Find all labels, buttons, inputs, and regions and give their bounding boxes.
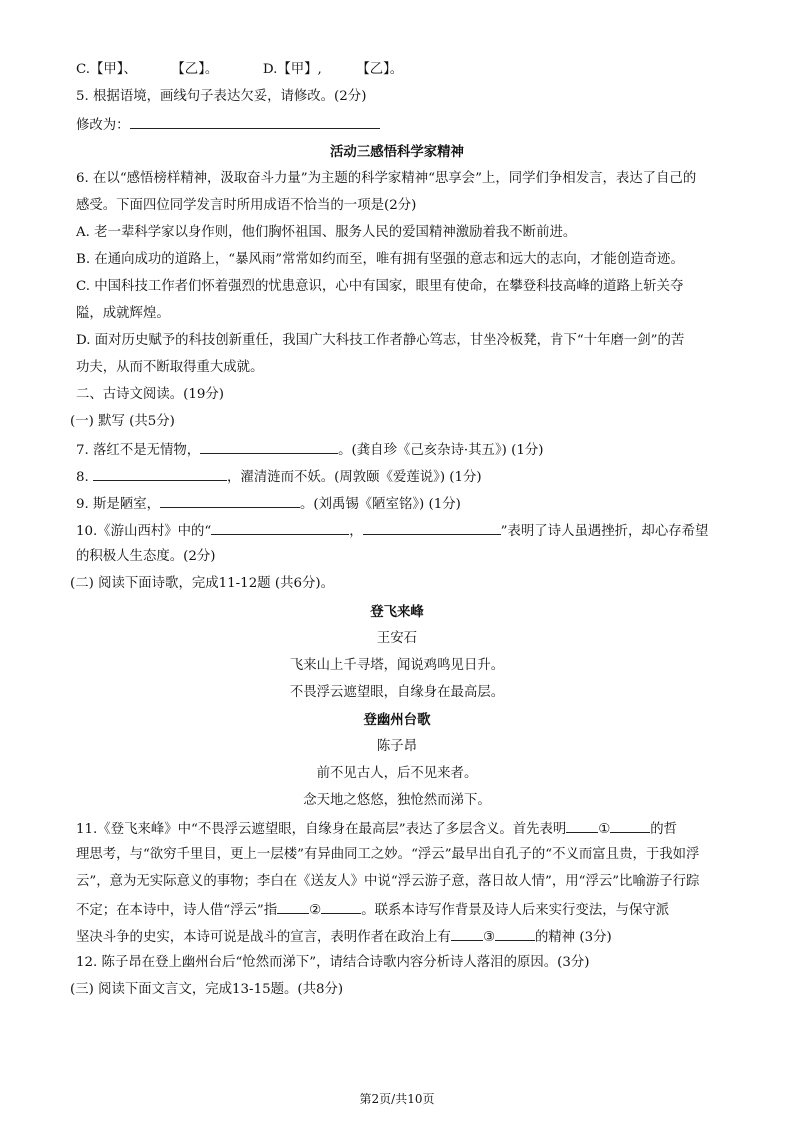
q10-prefix: 10.《游山西村》中的“	[76, 524, 212, 539]
q5-answer-line	[76, 114, 718, 136]
q11-blank-3a[interactable]	[451, 926, 483, 941]
q11-text-5-end: 的精神 (3分)	[534, 930, 612, 945]
section2-heading: 二、古诗文阅读。(19分)	[76, 387, 225, 402]
q5-answer-blank[interactable]	[130, 114, 380, 129]
subsection1-heading: (一) 默写 (共5分)	[70, 414, 175, 429]
poem2-line2: 念天地之悠悠，独怆然而涕下。	[303, 793, 491, 808]
q11-text-1: 11.《登飞来峰》中“不畏浮云遮望眼，自缘身在最高层”表达了多层含义。首先表明	[76, 822, 567, 837]
q11-blank-2a[interactable]	[277, 899, 309, 914]
q10-blank-2[interactable]	[363, 520, 501, 535]
q9-prefix: 9. 斯是陋室，	[76, 497, 160, 512]
subsection2-heading: (二) 阅读下面诗歌，完成11-12题 (共6分)。	[70, 576, 334, 591]
option-c-text: 【乙】。	[171, 62, 219, 77]
q6-prompt-line1: 6. 在以“感悟榜样精神，汲取奋斗力量”为主题的科学家精神“思享会”上，同学们争相发言，表达了自己的	[76, 171, 697, 186]
q8-prefix: 8.	[76, 470, 94, 485]
section-heading-activity3: 活动三感悟科学家精神	[330, 144, 464, 160]
poem1-line2: 不畏浮云遮望眼，自缘身在最高层。	[289, 685, 505, 700]
q7-line	[76, 439, 718, 461]
q11-text-1-end: 的哲	[650, 822, 678, 837]
q10-line1	[76, 520, 718, 542]
q6-option-d-line1: D. 面对历史赋予的科技创新重任，我国广大科技工作者静心笃志，甘坐冷板凳，肯下“十年磨一剑”的苦	[76, 333, 685, 348]
poem1-title: 登飞来峰	[370, 604, 424, 620]
q11-marker-2: ②	[309, 903, 322, 918]
q11-line3: 云”，意为无实际意义的事物；李白在《送友人》中说“浮云游子意，落日故人情”，用“浮云”比喻游子行踪	[76, 874, 700, 889]
poem1-line1: 飞来山上千寻塔，闻说鸡鸣见日升。	[289, 658, 505, 673]
q11-text-4-end: 。联系本诗写作背景及诗人后来实行变法，与保守派	[361, 903, 670, 918]
poem2-line1: 前不见古人，后不见来者。	[316, 766, 478, 781]
q6-option-c-line1: C. 中国科技工作者们怀着强烈的忧患意识，心中有国家，眼里有使命，在攀登科技高峰的道路上斩关夺	[76, 279, 684, 294]
q11-text-4: 不定；在本诗中，诗人借“浮云”指	[76, 903, 278, 918]
option-d-text: 【乙】。	[356, 62, 404, 77]
q11-line4	[76, 899, 718, 921]
option-c-label: C.【甲】、	[76, 62, 137, 77]
q11-line1	[76, 818, 718, 840]
poem2-author: 陈子昂	[376, 739, 418, 754]
q10-suffix: ”表明了诗人虽遇挫折，却心存希望	[500, 524, 709, 539]
q7-prefix: 7. 落红不是无情物，	[76, 443, 201, 458]
q11-line5	[76, 926, 718, 948]
q11-blank-2b[interactable]	[321, 899, 361, 914]
page-footer: 第2页/共10页	[359, 1092, 435, 1106]
q8-blank[interactable]	[93, 466, 227, 481]
q6-option-b: B. 在通向成功的道路上，“暴风雨”常常如约而至，唯有拥有坚强的意志和远大的志向，才能创造奇迹。	[76, 252, 684, 267]
poem1-author: 王安石	[376, 631, 418, 646]
q9-line	[76, 493, 718, 515]
q4-options-cd	[76, 60, 718, 80]
q11-text-5: 坚决斗争的史实，本诗可说是战斗的宣言，表明作者在政治上有	[76, 930, 451, 945]
q6-prompt-line2: 感受。下面四位同学发言时所用成语不恰当的一项是(2分)	[76, 198, 417, 213]
q6-option-d-line2: 功夫，从而不断取得重大成就。	[76, 360, 264, 375]
option-d-label: D.【甲】,	[262, 62, 322, 77]
q8-suffix: ，濯清涟而不妖。(周敦颐《爱莲说》) (1分)	[227, 470, 482, 485]
q5-answer-label: 修改为：	[76, 118, 130, 133]
q12-prompt: 12. 陈子昂在登上幽州台后“怆然而涕下”，请结合诗歌内容分析诗人落泪的原因。(3分)	[76, 955, 590, 970]
poem2-title: 登幽州台歌	[363, 712, 431, 728]
q6-option-a: A. 老一辈科学家以身作则，他们胸怀祖国、服务人民的爱国精神激励着我不断前进。	[76, 225, 577, 240]
q10-blank-1[interactable]	[211, 520, 349, 535]
q6-option-c-line2: 隘，成就辉煌。	[76, 306, 170, 321]
q9-suffix: 。(刘禹锡《陋室铭》) (1分)	[300, 497, 461, 512]
q5-prompt: 5. 根据语境，画线句子表达欠妥，请修改。(2分)	[76, 89, 367, 104]
q11-blank-1b[interactable]	[610, 818, 650, 833]
subsection3-heading: (三) 阅读下面文言文，完成13-15题。(共8分)	[70, 982, 344, 997]
q11-blank-1a[interactable]	[566, 818, 598, 833]
q11-line2: 理思考，与“欲穷千里目，更上一层楼”有异曲同工之妙。“浮云”最早出自孔子的“不义而富且贵，于我如浮	[76, 847, 700, 862]
q8-line	[76, 466, 718, 488]
q11-marker-3: ③	[482, 930, 495, 945]
q10-comma: ，	[349, 524, 363, 539]
q10-line2: 的积极人生态度。(2分)	[76, 549, 216, 564]
q11-blank-3b[interactable]	[495, 926, 535, 941]
q11-marker-1: ①	[598, 822, 611, 837]
q9-blank[interactable]	[160, 493, 300, 508]
q7-suffix: 。(龚自珍《己亥杂诗·其五》) (1分)	[338, 443, 544, 458]
q7-blank[interactable]	[200, 439, 338, 454]
